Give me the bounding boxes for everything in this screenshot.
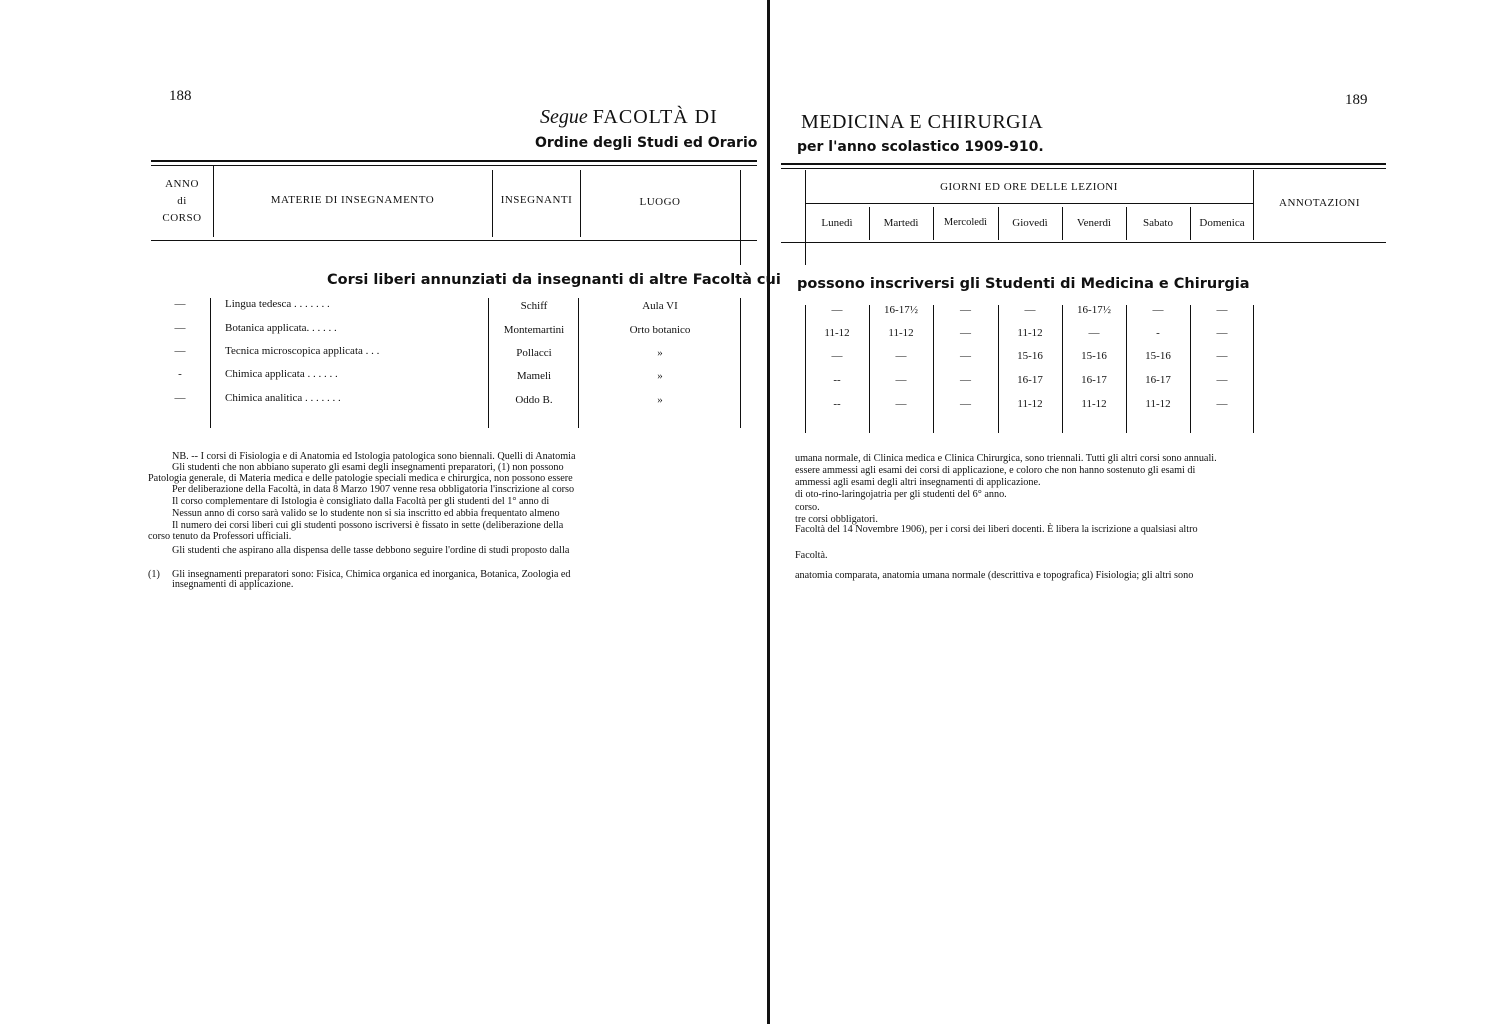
col-divider — [1253, 305, 1254, 433]
header-luogo: LUOGO — [639, 196, 681, 208]
row-anno: - — [178, 368, 182, 380]
note-line: di oto-rino-laringojatria per gli studenti del 6° anno. — [795, 489, 1007, 500]
schedule-cell: — — [1024, 304, 1036, 316]
note-line: tre corsi obbligatori. — [795, 514, 878, 525]
schedule-cell: 16-17½ — [1077, 304, 1111, 316]
row-insegnante: Schiff — [520, 300, 548, 312]
note-line: Il numero dei corsi liberi cui gli studenti possono iscriversi è fissato in sette (deliberazione della — [172, 520, 564, 531]
col-divider — [1062, 305, 1063, 433]
footnote-mark: (1) — [148, 569, 160, 580]
note-line: Patologia generale, di Materia medica e delle patologie speciali medica e chirurgica, non possono essere — [148, 473, 573, 484]
schedule-cell: 16-17½ — [884, 304, 918, 316]
page-number-left: 188 — [169, 88, 192, 104]
col-divider — [740, 170, 741, 265]
row-insegnante: Mameli — [516, 370, 552, 382]
schedule-cell: — — [960, 327, 971, 339]
row-luogo: » — [657, 347, 663, 359]
schedule-cell: — — [960, 350, 971, 362]
schedule-cell: — — [1216, 350, 1228, 362]
row-anno: — — [174, 392, 186, 404]
schedule-cell: 11-12 — [1017, 398, 1043, 410]
table-header-bottom-rule — [151, 240, 757, 241]
schedule-cell: — — [895, 350, 907, 362]
row-luogo: » — [657, 394, 663, 406]
col-divider — [998, 305, 999, 433]
schedule-cell: -- — [833, 374, 841, 386]
row-anno: — — [174, 322, 186, 334]
row-insegnante: Pollacci — [516, 347, 552, 359]
row-materia: Chimica applicata . . . . . . — [225, 368, 338, 380]
schedule-cell: — — [960, 304, 971, 316]
col-divider — [1190, 305, 1191, 433]
page-gutter — [767, 0, 770, 1024]
col-divider — [210, 298, 211, 428]
header-materie: MATERIE DI INSEGNAMENTO — [270, 194, 435, 206]
schedule-cell: — — [960, 374, 971, 386]
footnote-line: insegnamenti di applicazione. — [172, 579, 294, 590]
note-line: anatomia comparata, anatomia umana normale (descrittiva e topografica) Fisiologia; gli altri sono — [795, 570, 1194, 581]
row-anno: — — [174, 345, 186, 357]
title-italic: Segue — [540, 106, 588, 128]
header-annotazioni: ANNOTAZIONI — [1279, 197, 1360, 209]
col-divider — [933, 305, 934, 433]
col-divider — [1126, 305, 1127, 433]
schedule-cell: 16-17 — [1081, 374, 1107, 386]
page-title-left — [540, 106, 718, 129]
header-giorni: GIORNI ED ORE DELLE LEZIONI — [940, 181, 1118, 193]
col-divider — [869, 305, 870, 433]
subtitle-left: Ordine degli Studi ed Orario — [535, 135, 758, 151]
row-materia: Chimica analitica . . . . . . . — [225, 392, 341, 404]
schedule-cell: — — [1216, 327, 1228, 339]
schedule-cell: 11-12 — [824, 327, 850, 339]
schedule-cell: — — [1216, 304, 1228, 316]
schedule-cell: — — [831, 350, 843, 362]
note-line: corso. — [795, 502, 820, 513]
col-divider — [488, 298, 489, 428]
header-anno-line: ANNO — [165, 178, 199, 190]
row-insegnante: Oddo B. — [515, 394, 553, 406]
col-divider — [578, 298, 579, 428]
note-line: Nessun anno di corso sarà valido se lo studente non si sia inscritto ed abbia frequentato almeno — [172, 508, 560, 519]
table-top-rule — [151, 160, 757, 162]
schedule-cell: — — [831, 304, 843, 316]
days-header-rule — [805, 203, 1253, 204]
note-line: essere ammessi agli esami dei corsi di applicazione, e coloro che non hanno sostenuto gli esami di — [795, 465, 1196, 476]
schedule-cell: 16-17 — [1145, 374, 1171, 386]
note-line: corso tenuto da Professori ufficiali. — [148, 531, 292, 542]
day-header: Domenica — [1199, 217, 1245, 229]
note-line: ammessi agli esami degli altri insegnamenti di applicazione. — [795, 477, 1041, 488]
row-materia: Tecnica microscopica applicata . . . — [225, 345, 380, 357]
schedule-cell: — — [960, 398, 971, 410]
day-header: Martedì — [883, 217, 919, 229]
header-anno — [151, 176, 213, 227]
schedule-cell: — — [895, 374, 907, 386]
footnote-line: Gli insegnamenti preparatori sono: Fisica, Chimica organica ed inorganica, Botanica, Zoologia ed — [172, 569, 571, 580]
schedule-cell: 11-12 — [1145, 398, 1171, 410]
schedule-cell: — — [1088, 327, 1100, 339]
header-anno-line: di — [177, 195, 187, 207]
col-divider — [805, 305, 806, 433]
day-header: Mercoledì — [943, 217, 988, 228]
day-header: Venerdì — [1076, 217, 1112, 229]
row-materia: Lingua tedesca . . . . . . . — [225, 298, 330, 310]
schedule-cell: - — [1156, 327, 1160, 339]
schedule-cell: 16-17 — [1017, 374, 1043, 386]
note-line: NB. -- I corsi di Fisiologia e di Anatomia ed Istologia patologica sono biennali. Quelli di Anatomia — [172, 451, 576, 462]
section-heading-left: Corsi liberi annunziati da insegnanti di altre Facoltà cui — [327, 272, 781, 288]
row-luogo: Aula VI — [642, 300, 678, 312]
row-anno: — — [174, 298, 186, 310]
schedule-cell: 11-12 — [888, 327, 914, 339]
page-number-right: 189 — [1345, 92, 1368, 108]
row-materia: Botanica applicata. . . . . . — [225, 322, 337, 334]
note-line: Gli studenti che non abbiano superato gli esami degli insegnamenti preparatori, (1) non possono — [172, 462, 564, 473]
schedule-cell: 15-16 — [1145, 350, 1171, 362]
col-divider — [740, 298, 741, 428]
schedule-cell: — — [1216, 398, 1228, 410]
subtitle-right: per l'anno scolastico 1909-910. — [797, 139, 1044, 155]
header-insegnanti: INSEGNANTI — [500, 194, 573, 206]
day-header: Sabato — [1143, 217, 1173, 229]
section-heading-right: possono inscriversi gli Studenti di Medicina e Chirurgia — [797, 276, 1250, 292]
note-line: Facoltà. — [795, 550, 828, 561]
table-top-rule — [781, 163, 1386, 165]
table-top-rule-thin — [781, 168, 1386, 169]
schedule-cell: 15-16 — [1017, 350, 1043, 362]
day-header: Lunedì — [821, 217, 853, 229]
schedule-cell: 15-16 — [1081, 350, 1107, 362]
schedule-cell: 11-12 — [1081, 398, 1107, 410]
schedule-cell: -- — [833, 398, 841, 410]
title-main-left: FACOLTÀ DI — [592, 106, 718, 128]
schedule-cell: — — [1152, 304, 1164, 316]
schedule-cell: 11-12 — [1017, 327, 1043, 339]
table-header-bottom-rule — [781, 242, 1386, 243]
schedule-cell: — — [1216, 374, 1228, 386]
row-insegnante: Montemartini — [503, 324, 565, 336]
row-luogo: Orto botanico — [629, 324, 691, 336]
page-title-right: MEDICINA E CHIRURGIA — [801, 111, 1044, 133]
header-anno-line: CORSO — [162, 212, 202, 224]
note-line: Il corso complementare di Istologia è consigliato dalla Facoltà per gli studenti del 1° anno di — [172, 496, 550, 507]
row-luogo: » — [657, 370, 663, 382]
note-line: Gli studenti che aspirano alla dispensa delle tasse debbono seguire l'ordine di studi proposto dalla — [172, 545, 570, 556]
note-line: Facoltà del 14 Novembre 1906), per i corsi dei liberi docenti. È libera la iscrizione a qualsiasi altro — [795, 524, 1198, 535]
note-line: umana normale, di Clinica medica e Clinica Chirurgica, sono triennali. Tutti gli altri corsi sono annuali. — [795, 453, 1217, 464]
day-header: Giovedì — [1012, 217, 1048, 229]
schedule-cell: — — [895, 398, 907, 410]
table-top-rule-thin — [151, 165, 757, 166]
note-line: Per deliberazione della Facoltà, in data 8 Marzo 1907 venne resa obbligatoria l'inscrizione al corso — [172, 484, 575, 495]
